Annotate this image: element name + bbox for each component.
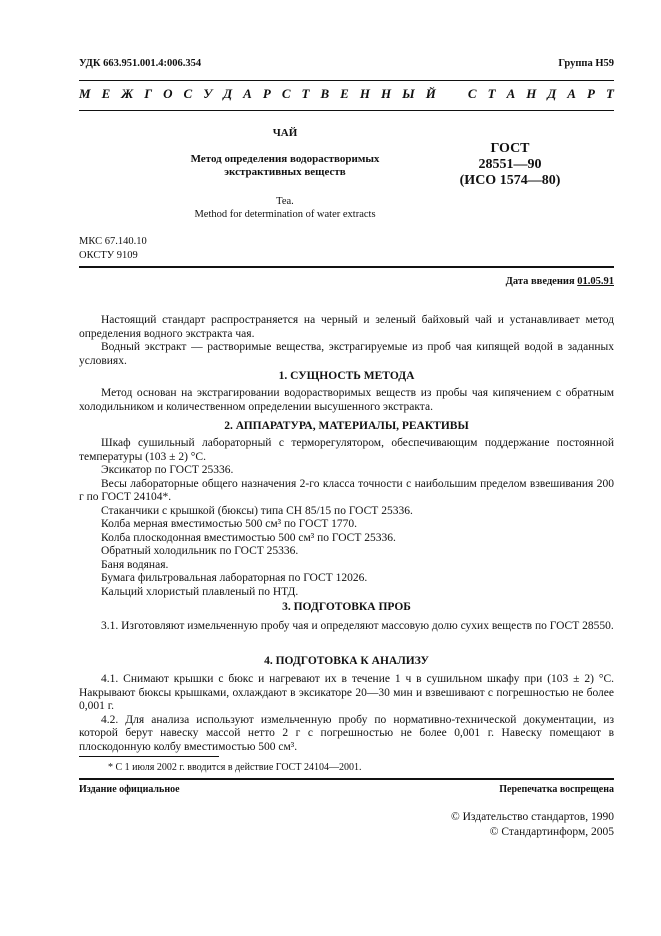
banner-letter: С	[467, 86, 477, 101]
banner-letter: Н	[380, 86, 392, 101]
banner-letter: Г	[144, 86, 153, 101]
equipment-item: Баня водяная.	[101, 558, 169, 571]
gost-number: 28551—90	[478, 157, 542, 172]
introduction	[79, 314, 614, 368]
banner-letter: А	[567, 86, 576, 101]
section-paragraph: 4.1. Снимают крышки с бюкс и нагревают их в течение 1 ч в сушильном шкафу при (103 ± 2) °С. Накрывают бюксы крышками, охлаждают в эксикаторе 20—30 мин и взвешивают с погрешностью не более 0,001 г.	[79, 673, 614, 712]
banner-letter: Д	[223, 86, 233, 101]
equipment-item: Весы лабораторные общего назначения 2-го класса точности с наибольшим пределом взвешивания 200 г по ГОСТ 24104*.	[79, 477, 614, 503]
equipment-item: Обратный холодильник по ГОСТ 25336.	[101, 545, 299, 557]
section-paragraph: 4.2. Для анализа используют измельченную пробу по нормативно-технической документации, из которой берут навеску массой нетто 2 г с погрешностью не более 0,001 г. Навеску помещают в плоскодонную колбу вместимостью 500 см³.	[79, 713, 614, 753]
banner-letter: Д	[547, 86, 557, 101]
banner-letter: У	[203, 86, 213, 101]
gost-designation	[440, 141, 580, 189]
effective-date-label: Дата введения	[505, 276, 575, 287]
equipment-item: Шкаф сушильный лабораторный с терморегулятором, обеспечивающим поддержание постоянной температуры (103 ± 2) °С.	[79, 437, 614, 463]
equipment-item: Бумага фильтровальная лабораторная по ГОСТ 12026.	[101, 572, 368, 584]
intro-paragraph: Настоящий стандарт распространяется на черный и зеленый байховый чай и устанавливает метод определения водного экстракта чая.	[79, 314, 614, 340]
banner-letter: Р	[586, 86, 595, 101]
equipment-item: Кальций хлористый плавленый по НТД.	[101, 585, 299, 598]
iso-number: (ИСО 1574—80)	[459, 173, 561, 188]
banner-letter: В	[320, 86, 330, 101]
footnote: * С 1 июля 2002 г. вводится в действие ГОСТ 24104—2001.	[108, 762, 362, 773]
section-2-body	[79, 437, 614, 599]
intro-paragraph: Водный экстракт — растворимые вещества, экстрагируемые из проб чая кипящей водой в заданных условиях.	[79, 341, 614, 367]
section-2-title: 2. АППАРАТУРА, МАТЕРИАЛЫ, РЕАКТИВЫ	[224, 420, 469, 432]
okstu-code: ОКСТУ 9109	[79, 250, 138, 261]
section-1-title: 1. СУЩНОСТЬ МЕТОДА	[278, 370, 415, 382]
banner-letter: С	[183, 86, 193, 101]
equipment-item: Колба мерная вместимостью 500 см³ по ГОСТ 1770.	[101, 518, 358, 530]
product-title: ЧАЙ	[272, 127, 298, 139]
banner-letter: Ы	[402, 86, 415, 101]
copyright-line: © Издательство стандартов, 1990	[450, 811, 614, 823]
banner-letter: А	[243, 86, 252, 101]
section-4-body	[79, 673, 614, 754]
footnote-rule	[79, 756, 219, 757]
section-4-title: 4. ПОДГОТОВКА К АНАЛИЗУ	[264, 655, 429, 667]
banner-letter: Н	[526, 86, 537, 101]
interstate-standard-banner	[79, 86, 614, 106]
mks-code: МКС 67.140.10	[79, 236, 147, 247]
official-edition: Издание официальное	[79, 784, 180, 795]
date-rule	[79, 266, 614, 268]
english-title-line1: Tea.	[276, 196, 294, 207]
banner-letter: Т	[301, 86, 310, 101]
section-1-body	[79, 387, 614, 414]
banner-letter: Й	[425, 86, 436, 101]
method-title-line1: Метод определения водорастворимых	[190, 153, 380, 165]
copyright-block	[451, 810, 614, 840]
gost-label: ГОСТ	[490, 141, 530, 156]
footer-rule	[79, 778, 614, 780]
equipment-item: Колба плоскодонная вместимостью 500 см³ по ГОСТ 25336.	[101, 531, 396, 544]
top-rule	[79, 80, 614, 81]
english-title-line2: Method for determination of water extracts	[194, 209, 376, 220]
banner-letter: Ж	[121, 86, 134, 101]
section-paragraph: 3.1. Изготовляют измельченную пробу чая и определяют массовую долю сухих веществ по ГОСТ 28550.	[101, 620, 614, 632]
banner-letter: Т	[487, 86, 496, 101]
effective-date	[506, 276, 614, 287]
section-3-body	[79, 620, 614, 634]
classification-codes	[79, 235, 147, 263]
section-3-title: 3. ПОДГОТОВКА ПРОБ	[282, 601, 411, 613]
banner-letter: Е	[101, 86, 111, 101]
section-paragraph: Метод основан на экстрагировании водорастворимых веществ из пробы чая кипячением с обратным холодильником и количественном определении высушенного экстракта.	[79, 387, 614, 413]
banner-rule	[79, 110, 614, 111]
udk-code: УДК 663.951.001.4:006.354	[79, 58, 202, 69]
reprint-prohibited: Перепечатка воспрещена	[499, 784, 614, 795]
english-title	[160, 195, 410, 221]
group-code: Группа Н59	[558, 58, 614, 69]
equipment-item: Эксикатор по ГОСТ 25336.	[101, 464, 234, 476]
method-title-line2: экстрактивных веществ	[224, 166, 346, 178]
effective-date-value: 01.05.91	[577, 276, 614, 287]
equipment-item: Стаканчики с крышкой (бюксы) типа СН 85/15 по ГОСТ 25336.	[101, 504, 413, 517]
banner-letter: Н	[359, 86, 370, 101]
banner-letter: С	[281, 86, 291, 101]
banner-letter: Е	[340, 86, 349, 101]
banner-letter: О	[163, 86, 173, 101]
banner-letter: Р	[262, 86, 271, 101]
banner-letter: Т	[605, 86, 614, 101]
method-title	[160, 153, 410, 179]
banner-letter: М	[79, 86, 91, 101]
copyright-line: © Стандартинформ, 2005	[489, 826, 614, 838]
banner-letter: А	[506, 86, 516, 101]
